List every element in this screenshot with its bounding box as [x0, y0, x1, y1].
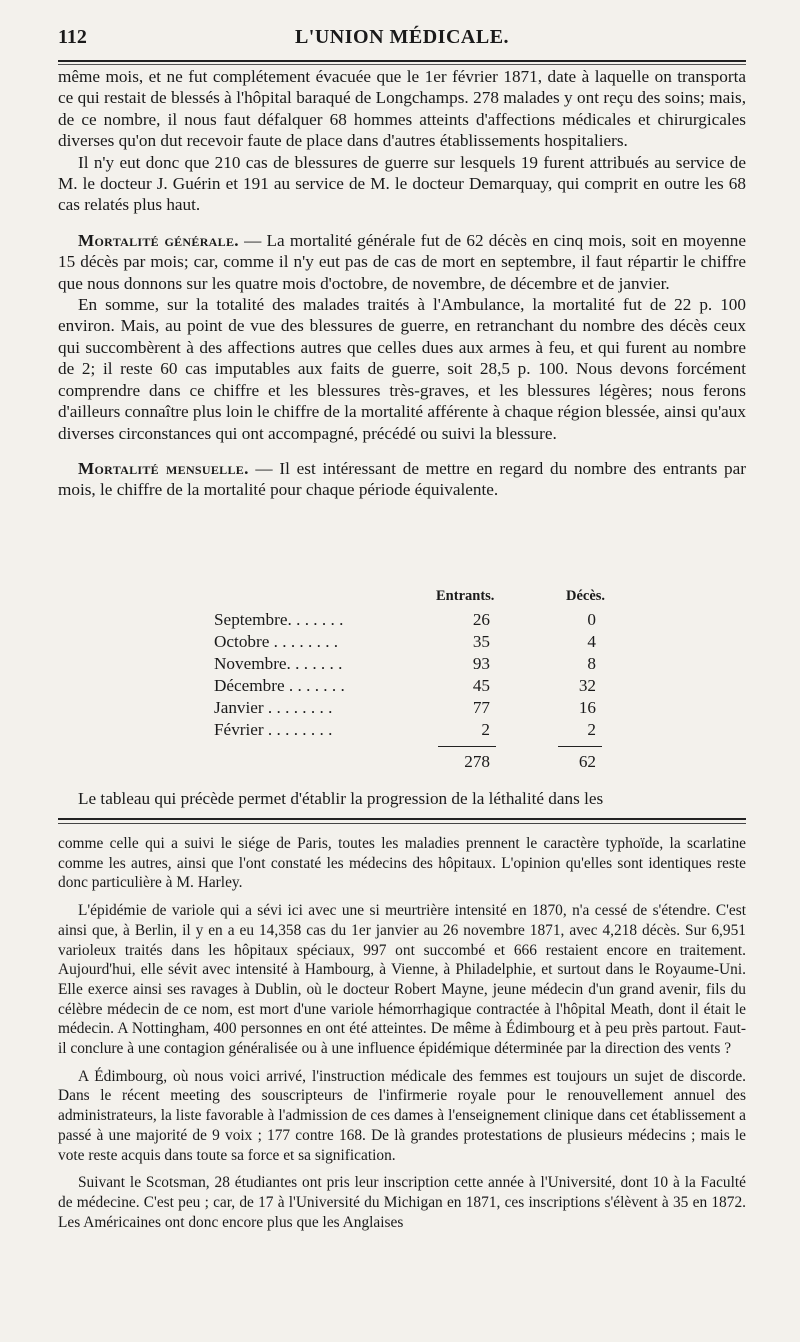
paragraph: comme celle qui a suivi le siége de Paris, toutes les maladies prennent le caractère typhoïde, la scarlatine comme les autres, ainsi que l'ont constaté les médecins des hôpitaux. L'opinion qu'elles sont identiques reste donc particulière à M. Harley. [58, 835, 746, 892]
paragraph: L'épidémie de variole qui a sévi ici avec une si meurtrière intensité en 1870, n'a cessé de s'étendre. C'est ainsi que, à Berlin, il y en a eu 14,358 cas du 1er janvier au 26 novembre 1871, avec 4,218 décès. Sur 6,951 varioleux traités dans les hôpitaux spéciaux, 997 ont succombé et 666 restaient encore en traitement. Aujourd'hui, elle sévit avec intensité à Hambourg, à Vienne, à Philadelphie, et surtout dans le Royaume-Uni. Elle exerce ainsi ses ravages à Dublin, où le docteur Robert Mayne, jeune médecin d'un grand avenir, fils du célèbre médecin de ce nom, est mort d'une variole hémorrhagique contractée à l'hôpital Meath, dont il était le médecin. A Nottingham, 400 personnes en ont été atteintes. De même à Édimbourg et à peu près partout. Faut-il conclure à une contagion généralisée ou à une influence épidémique déterminée par la direction des vents ? [58, 902, 746, 1058]
paragraph: A Édimbourg, où nous voici arrivé, l'instruction médicale des femmes est toujours un sujet de discorde. Dans le récent meeting des souscripteurs de l'infirmerie royale pour le renouvellement annuel des administrateurs, la liste favorable à l'admission de ces dames à l'enseignement clinique dans cet établissement a passé à une majorité de 9 voix ; 177 contre 168. De là grandes protestations de plusieurs médecins ; mais le vote reste acquis dans toute sa force et sa signification. [58, 1067, 746, 1164]
header-rule-thin [58, 64, 746, 65]
column-header-entrants: Entrants. [436, 588, 495, 604]
page-number: 112 [58, 26, 87, 48]
paragraph: même mois, et ne fut complétement évacuée que le 1er février 1871, date à laquelle on transporta ce qui restait de blessés à l'hôpital baraqué de Longchamps. 278 malades y ont reçu des soins; mais, de ce nombre, il nous faut défalquer 68 hommes atteints d'affections médicales et chirurgicales diverses qu'on dut recevoir faute de place dans d'autres établissements hospitaliers. [58, 67, 746, 151]
paragraph: Suivant le Scotsman, 28 étudiantes ont pris leur inscription cette année à l'Université, dont 10 à la Faculté de médecine. C'est peu ; car, de 17 à l'Université du Michigan en 1871, ces inscriptions s'élèvent à 35 en 1872. Les Américaines ont donc encore plus que les Anglaises [58, 1174, 746, 1231]
paragraph: Il n'y eut donc que 210 cas de blessures de guerre sur lesquels 19 furent attribués au service de M. le docteur J. Guérin et 191 au service de M. le docteur Demarquay, qui comprit en outre les 68 cas relatés plus haut. [58, 152, 746, 215]
entrants-cell: 26 [472, 610, 490, 629]
deces-cell: 2 [587, 720, 596, 739]
feuilleton-section [58, 834, 746, 1232]
paragraph-body: — La mortalité générale fut de 62 décès en cinq mois, soit en moyenne 15 décès par mois; car, comme il n'y eut pas de cas de mort en septembre, il faut répartir le chiffre que nous donnons sur les quatre mois d'octobre, de novembre, de décembre et de janvier. [58, 230, 746, 293]
total-rule-deces [558, 746, 602, 747]
deces-cell: 32 [578, 676, 596, 695]
entrants-cell: 93 [472, 654, 490, 673]
journal-title: L'UNION MÉDICALE. [294, 26, 510, 48]
section-heading: Mortalité générale. [78, 230, 239, 250]
paragraph-body: — Il est intéressant de mettre en regard du nombre des entrants par mois, le chiffre de la mortalité pour chaque période équivalente. [58, 458, 746, 500]
entrants-cell: 77 [472, 698, 490, 717]
total-deces: 62 [578, 752, 596, 771]
feuilleton-rule [58, 818, 746, 820]
paragraph-mortalite-generale [58, 230, 746, 294]
section-heading: Mortalité mensuelle. [78, 458, 249, 478]
table-total-row [58, 752, 746, 772]
closing-line: Le tableau qui précède permet d'établir la progression de la léthalité dans les [78, 789, 604, 808]
table-row [58, 610, 746, 630]
deces-cell: 8 [587, 654, 596, 673]
month-cell: Décembre . . . . . . . [214, 676, 345, 695]
deces-cell: 0 [587, 610, 596, 629]
month-cell: Septembre. . . . . . . [214, 610, 344, 629]
entrants-cell: 45 [472, 676, 490, 695]
total-entrants: 278 [464, 752, 490, 771]
column-header-deces: Décès. [566, 588, 606, 604]
feuilleton-rule-thin [58, 823, 746, 824]
page-header [58, 26, 746, 54]
paragraph-mortalite-mensuelle [58, 458, 746, 501]
header-rule [58, 60, 746, 62]
deces-cell: 16 [578, 698, 596, 717]
table-row [58, 698, 746, 718]
entrants-cell: 35 [472, 632, 490, 651]
table-row [58, 632, 746, 652]
main-article [58, 66, 746, 501]
mortality-table [58, 588, 746, 778]
month-cell: Novembre. . . . . . . [214, 654, 343, 673]
total-rule-entrants [438, 746, 496, 747]
table-row [58, 720, 746, 740]
table-row [58, 676, 746, 696]
month-cell: Février . . . . . . . . [214, 720, 333, 739]
month-cell: Octobre . . . . . . . . [214, 632, 339, 651]
deces-cell: 4 [587, 632, 596, 651]
entrants-cell: 2 [481, 720, 490, 739]
paragraph: En somme, sur la totalité des malades traités à l'Ambulance, la mortalité fut de 22 p. 100 environ. Mais, au point de vue des blessures de guerre, en retranchant du nombre des décès ceux qui succombèrent à des affections autres que celles dues aux armes à feu, et qui furent au nombre de 2; il reste 60 cas imputables aux faits de guerre, soit 28,5 p. 100. Nous devons forcément comprendre dans ce chiffre et les blessures très-graves, et les blessures légères; nous ferons d'ailleurs connaître plus loin le chiffre de la mortalité afférente à chaque région blessée, ainsi qu'aux diverses circonstances qui ont accompagné, précédé ou suivi la blessure. [58, 295, 746, 443]
month-cell: Janvier . . . . . . . . [214, 698, 333, 717]
table-row [58, 654, 746, 674]
